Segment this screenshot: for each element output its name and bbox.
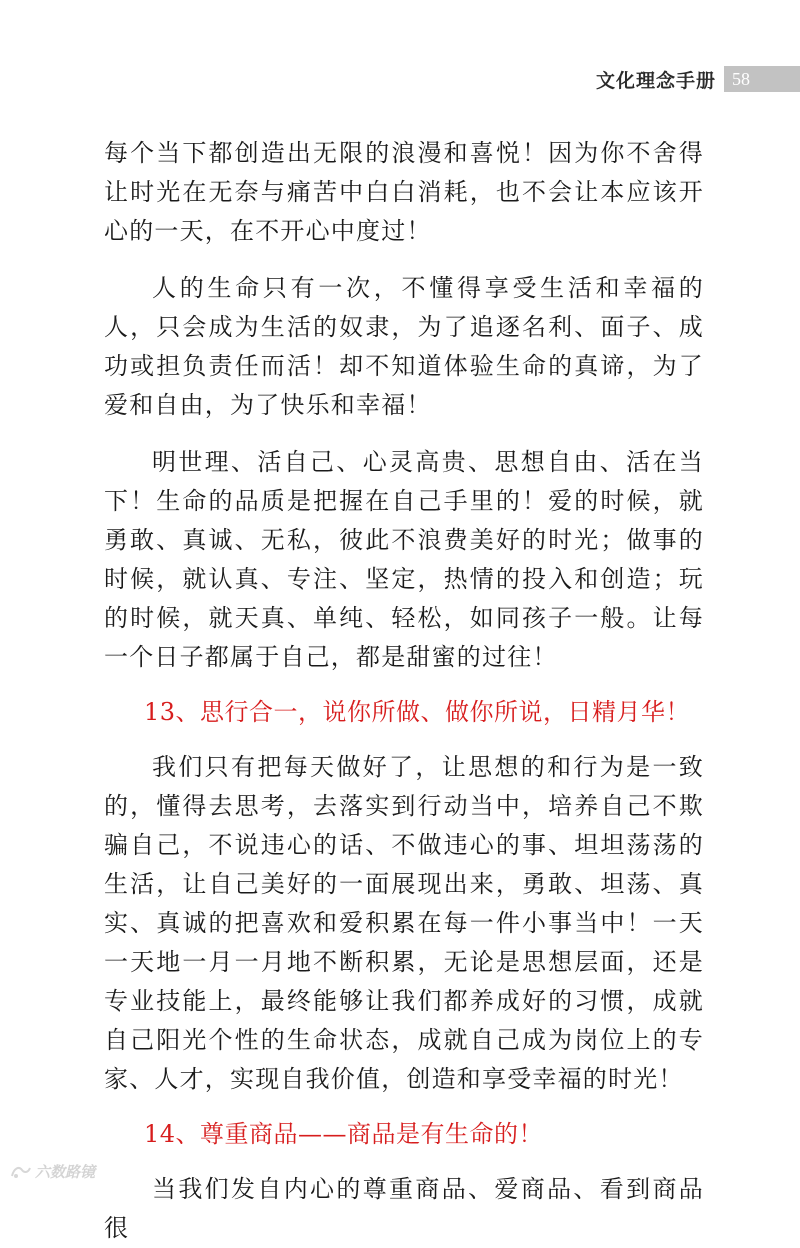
paragraph-wisdom: 明世理、活自己、心灵高贵、思想自由、活在当下！生命的品质是把握在自己手里的！爱的时候，就勇敢、真诚、无私，彼此不浪费美好的时光；做事的时候，就认真、专注、坚定，热情的投入和创造；玩的时候，就天真、单纯、轻松，如同孩子一般。让每一个日子都属于自己，都是甜蜜的过往！ (104, 448, 704, 671)
section-heading-13: 13、思行合一，说你所做、做你所说，日精月华！ (144, 698, 691, 726)
book-title: 文化理念手册 (595, 69, 716, 92)
section-heading-14: 14、尊重商品——商品是有生命的！ (144, 1120, 544, 1148)
paragraph-respect: 当我们发自内心的尊重商品、爱商品、看到商品很 (104, 1175, 704, 1242)
watermark-logo-icon (10, 1164, 32, 1180)
page-number: 58 (724, 66, 800, 92)
page-header (596, 66, 800, 92)
paragraph-unity: 我们只有把每天做好了，让思想的和行为是一致的，懂得去思考，去落实到行动当中，培养自己不欺骗自己，不说违心的话、不做违心的事、坦坦荡荡的生活，让自己美好的一面展现出来，勇敢、坦荡、真实、真诚的把喜欢和爱积累在每一件小事当中！一天一天地一月一月地不断积累，无论是思想层面，还是专业技能上，最终能够让我们都养成好的习惯，成就自己阳光个性的生命状态，成就自己成为岗位上的专家、人才，实现自我价值，创造和享受幸福的时光！ (104, 753, 704, 1093)
paragraph-continued: 每个当下都创造出无限的浪漫和喜悦！因为你不舍得让时光在无奈与痛苦中白白消耗，也不会让本应该开心的一天，在不开心中度过！ (104, 139, 704, 245)
watermark-text: 六数路镜 (35, 1163, 96, 1181)
paragraph-life: 人的生命只有一次，不懂得享受生活和幸福的人，只会成为生活的奴隶，为了追逐名利、面子、成功或担负责任而活！却不知道体验生命的真谛，为了爱和自由，为了快乐和幸福！ (104, 274, 704, 419)
page-content (104, 134, 704, 1248)
watermark (10, 1161, 95, 1182)
